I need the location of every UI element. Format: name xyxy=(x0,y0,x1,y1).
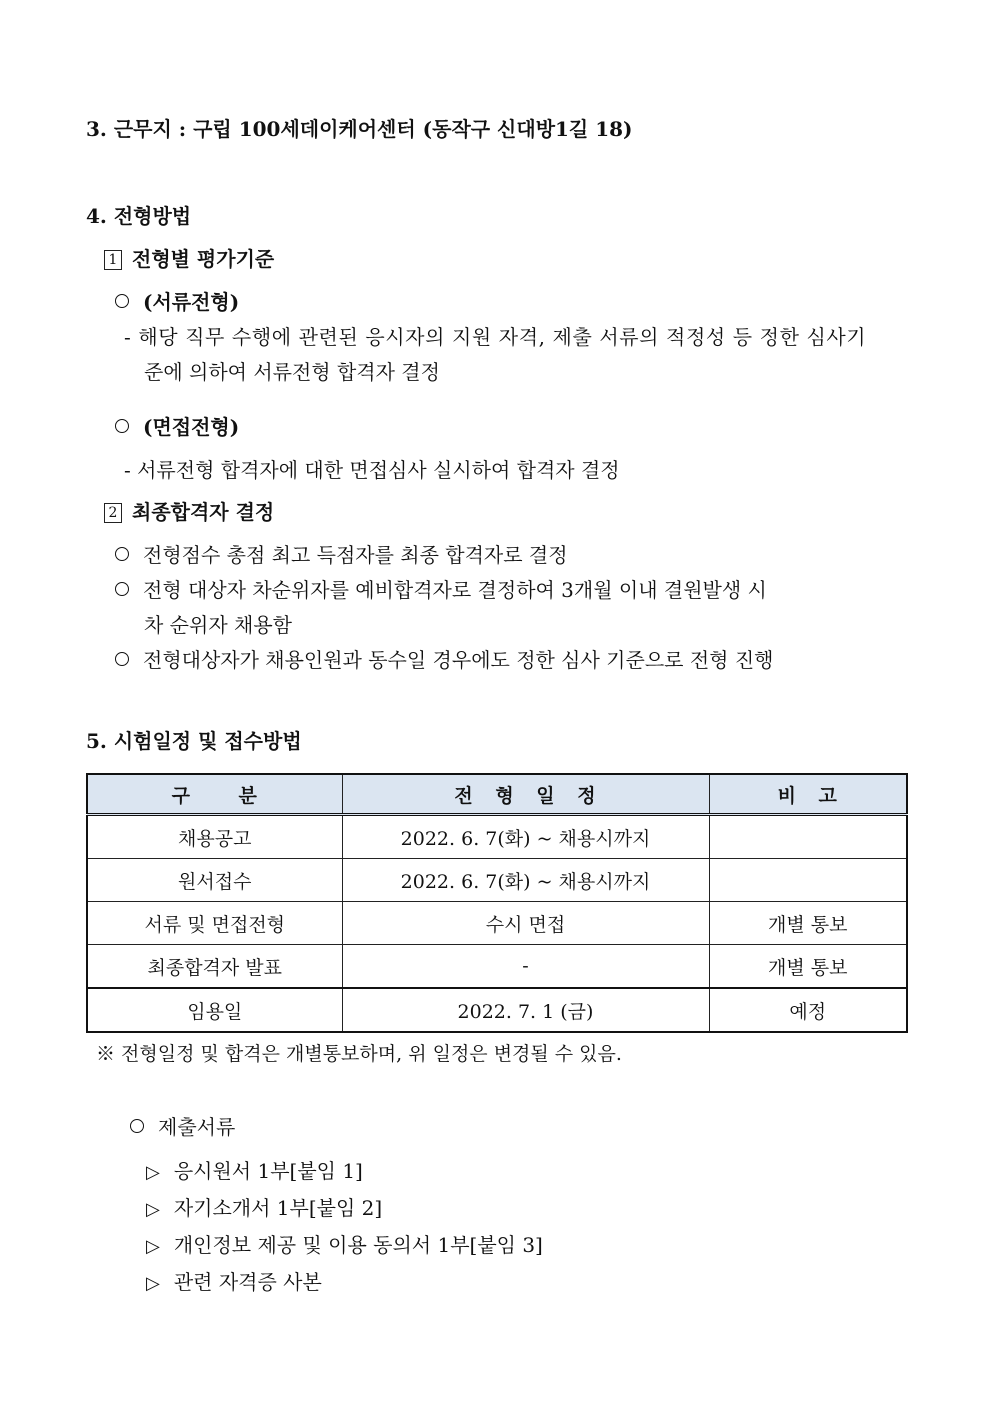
docs-title: 제출서류 xyxy=(158,1115,236,1139)
section-3-title: 3. 근무지 : 구립 100세데이케어센터 (동작구 신대방1길 18) xyxy=(86,117,633,141)
subsection-1-title: 전형별 평가기준 xyxy=(132,247,275,271)
docs-item-text: 응시원서 1부[붙임 1] xyxy=(173,1159,363,1183)
subsection-1-number: 1 xyxy=(104,250,122,270)
schedule-table xyxy=(86,773,908,1033)
final-item-3-text: 전형대상자가 채용인원과 동수일 경우에도 정한 심사 기준으로 전형 진행 xyxy=(143,648,774,672)
table-row xyxy=(87,945,907,989)
subsection-2-number: 2 xyxy=(104,503,122,523)
docs-item-text: 관련 자격증 사본 xyxy=(173,1270,322,1294)
doc-screening-text-1: - 해당 직무 수행에 관련된 응시자의 지원 자격, 제출 서류의 적정성 등 정한 심사기 xyxy=(124,325,867,349)
row-schedule: 2022. 7. 1 (금) xyxy=(342,988,709,1032)
interview-label: (면접전형) xyxy=(143,415,240,439)
docs-item xyxy=(146,1269,322,1297)
table-row xyxy=(87,859,907,902)
row-schedule: 2022. 6. 7(화) ~ 채용시까지 xyxy=(342,859,709,902)
row-schedule: 수시 면접 xyxy=(342,902,709,945)
circle-bullet-icon xyxy=(115,582,129,596)
docs-item-text: 개인정보 제공 및 이용 동의서 1부[붙임 3] xyxy=(173,1233,543,1257)
doc-screening-label: (서류전형) xyxy=(143,290,240,314)
triangle-bullet-icon: ▷ xyxy=(146,1199,160,1220)
table-row xyxy=(87,902,907,945)
row-category: 최종합격자 발표 xyxy=(87,945,342,989)
table-header-row xyxy=(87,774,907,815)
row-remark: 예정 xyxy=(709,988,907,1032)
final-item-1 xyxy=(115,542,568,568)
triangle-bullet-icon: ▷ xyxy=(146,1236,160,1257)
header-schedule: 전 형 일 정 xyxy=(342,774,709,815)
header-category: 구 분 xyxy=(87,774,342,815)
section-5-title: 5. 시험일정 및 접수방법 xyxy=(86,729,302,753)
circle-bullet-icon xyxy=(115,547,129,561)
row-category: 임용일 xyxy=(87,988,342,1032)
doc-screening-text-2: 준에 의하여 서류전형 합격자 결정 xyxy=(144,360,440,384)
final-item-3 xyxy=(115,647,773,673)
row-category: 원서접수 xyxy=(87,859,342,902)
row-remark xyxy=(709,815,907,859)
circle-bullet-icon xyxy=(115,652,129,666)
circle-bullet-icon xyxy=(130,1119,144,1133)
table-row xyxy=(87,988,907,1032)
subsection-2-title: 최종합격자 결정 xyxy=(132,500,275,524)
interview-heading xyxy=(115,414,239,440)
table-row xyxy=(87,815,907,859)
final-item-1-text: 전형점수 총점 최고 득점자를 최종 합격자로 결정 xyxy=(143,543,568,567)
final-item-2 xyxy=(115,577,767,603)
triangle-bullet-icon: ▷ xyxy=(146,1162,160,1183)
circle-bullet-icon xyxy=(115,419,129,433)
final-item-2-text: 전형 대상자 차순위자를 예비합격자로 결정하여 3개월 이내 결원발생 시 xyxy=(143,578,767,602)
row-schedule: 2022. 6. 7(화) ~ 채용시까지 xyxy=(342,815,709,859)
docs-item xyxy=(146,1158,363,1186)
row-remark: 개별 통보 xyxy=(709,902,907,945)
subsection-2-heading xyxy=(104,499,274,525)
docs-item xyxy=(146,1195,382,1223)
interview-text: - 서류전형 합격자에 대한 면접심사 실시하여 합격자 결정 xyxy=(124,458,620,482)
row-category: 서류 및 면접전형 xyxy=(87,902,342,945)
row-category: 채용공고 xyxy=(87,815,342,859)
header-remark: 비 고 xyxy=(709,774,907,815)
final-item-2-cont: 차 순위자 채용함 xyxy=(144,613,292,637)
docs-heading xyxy=(130,1114,235,1140)
row-schedule: - xyxy=(342,945,709,989)
triangle-bullet-icon: ▷ xyxy=(146,1273,160,1294)
row-remark: 개별 통보 xyxy=(709,945,907,989)
circle-bullet-icon xyxy=(115,294,129,308)
section-4-title: 4. 전형방법 xyxy=(86,204,192,228)
docs-item-text: 자기소개서 1부[붙임 2] xyxy=(173,1196,383,1220)
row-remark xyxy=(709,859,907,902)
schedule-note: ※ 전형일정 및 합격은 개별통보하며, 위 일정은 변경될 수 있음. xyxy=(96,1043,622,1065)
doc-screening-heading xyxy=(115,289,239,315)
docs-item xyxy=(146,1232,543,1260)
subsection-1-heading xyxy=(104,246,274,272)
